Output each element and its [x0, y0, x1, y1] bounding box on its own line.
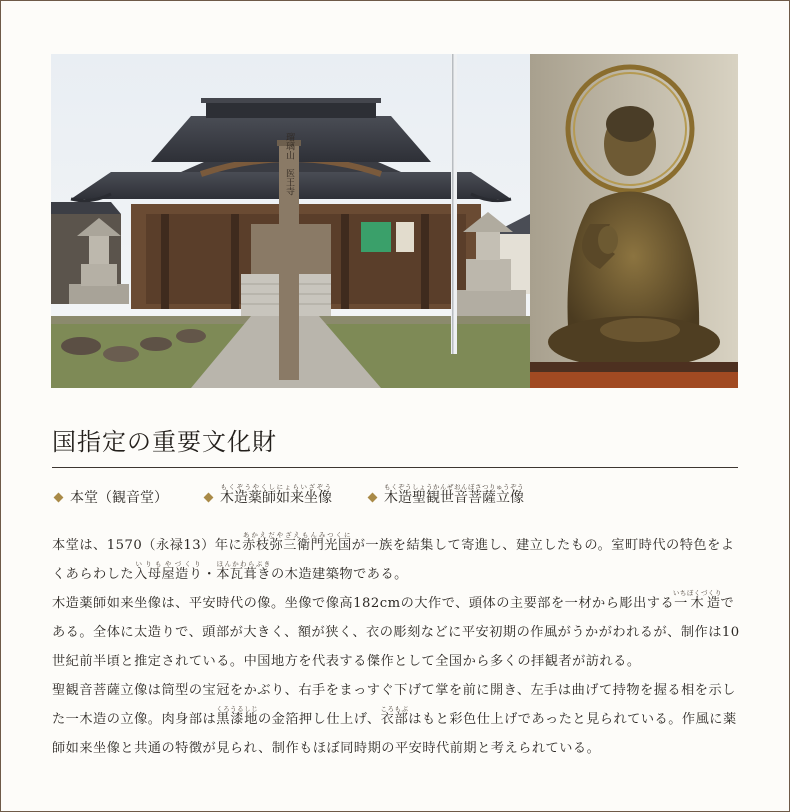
paragraph-hondo: 本堂は、1570（永禄13）年に赤枝弥三衛門光国あかえだやざえもんみつくにが一族を結集して寄進し、建立したもの。室町時代の特色をよくあらわした入母屋造りいりもやづくり・本瓦葺きほんかわらぶきの木造建築物である。: [52, 531, 735, 582]
signpost-text: 瑠璃山 医王寺: [284, 132, 294, 196]
buddha-statue-photo: [530, 54, 738, 388]
property-label: 木造聖観世音菩薩立像もくぞうしょうかんぜおんぼさつりゅうぞう: [384, 483, 524, 506]
paragraph-kannon: 聖観音菩薩立像は筒型の宝冠をかぶり、右手をまっすぐ下げて掌を前に開き、左手は曲げて持物を握る相を示した一木造の立像。肉身部は黒漆地くろうるしじの金箔押し仕上げ、衣部ころもぶはもと彩色仕上げであったと見られている。作風に薬師如来坐像と共通の特徴が見られ、制作もほぼ同時期の平安時代前期と考えられている。: [52, 683, 737, 756]
diamond-bullet-icon: [368, 493, 378, 503]
property-item-yakushi: [202, 483, 332, 507]
diamond-bullet-icon: [54, 493, 64, 503]
cultural-property-list: [52, 483, 558, 507]
property-item-kannon: [366, 483, 524, 507]
section-title: 国指定の重要文化財: [52, 428, 277, 456]
diamond-bullet-icon: [204, 493, 214, 503]
title-divider: [52, 467, 738, 468]
property-label: 本堂（観音堂）: [70, 490, 168, 506]
temple-photo: [51, 54, 530, 388]
photo-row: [51, 54, 738, 388]
description-body: [52, 531, 742, 763]
property-item-hondo: [52, 483, 168, 507]
property-label: 木造薬師如来坐像もくぞうやくしにょらいざぞう: [220, 483, 332, 506]
paragraph-yakushi: 木造薬師如来坐像は、平安時代の像。坐像で像高182cmの大作で、頭体の主要部を一材から彫出する一木造いちぼくづくりである。全体に太造りで、頭部が大きく、額が狭く、衣の彫刻などに平安初期の作風がうかがわれるが、制作は10世紀前半頃と推定されている。中国地方を代表する傑作として全国から多くの拝観者が訪れる。: [52, 589, 740, 669]
